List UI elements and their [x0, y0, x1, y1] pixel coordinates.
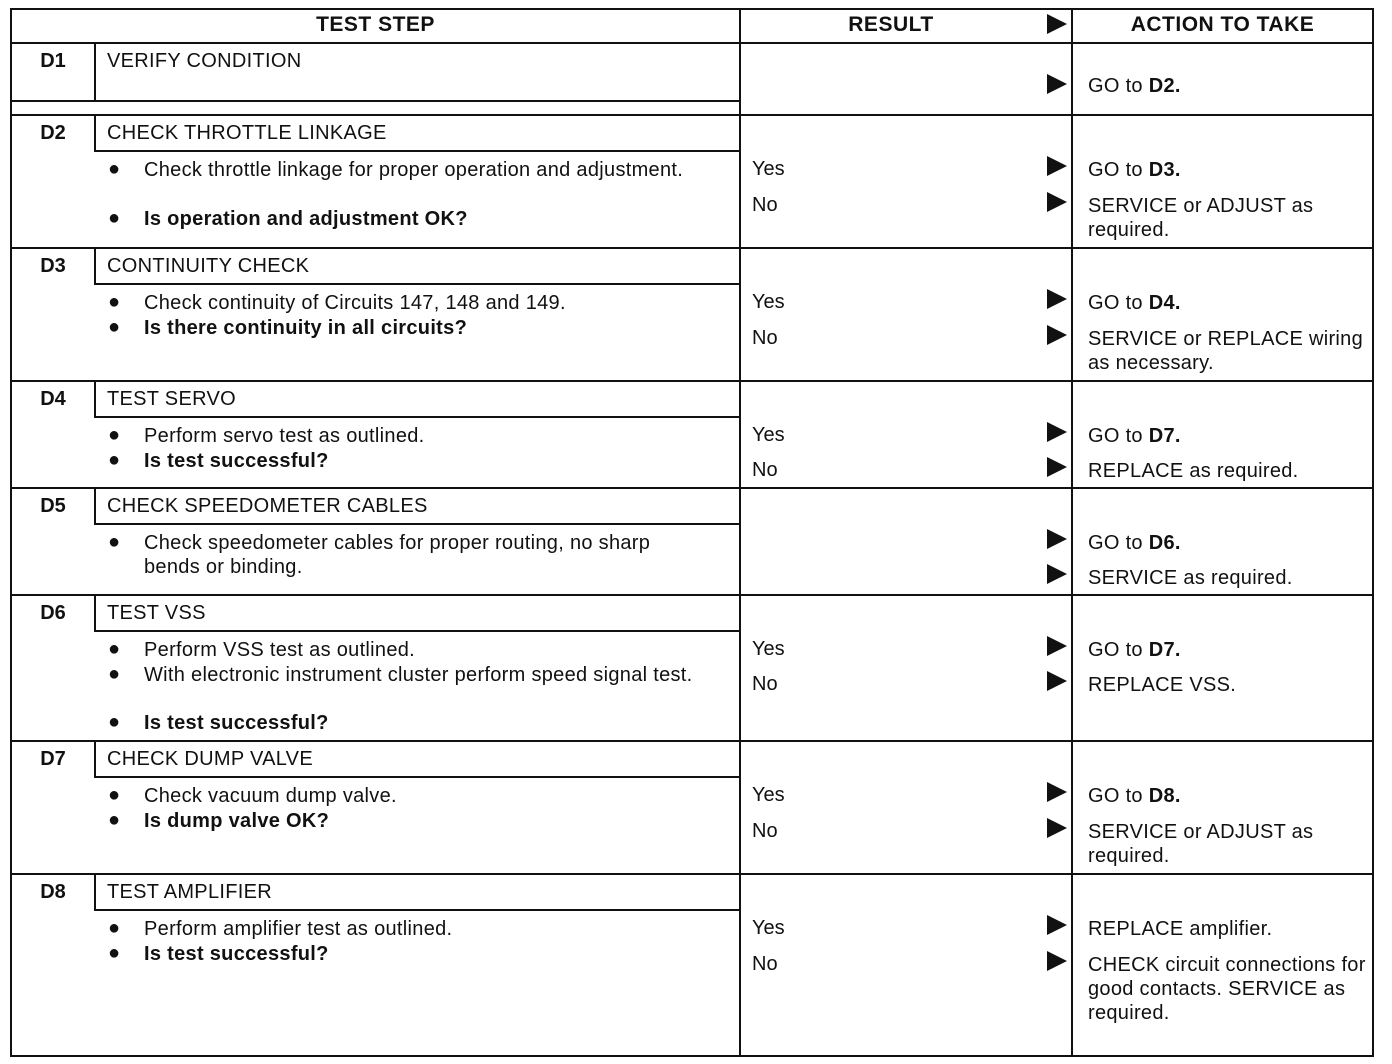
action-label: GO to: [1088, 425, 1149, 447]
action-label: GO to: [1088, 532, 1149, 554]
result-arrow-icon: [1047, 564, 1067, 584]
action-target: D6.: [1148, 532, 1181, 554]
title-underline: [10, 100, 741, 102]
action-text: SERVICE or ADJUST as required.: [1088, 195, 1314, 241]
bullet-question: Is test successful?: [144, 450, 329, 472]
step-id: D7: [40, 748, 66, 770]
step-id: D5: [40, 495, 66, 517]
result-arrow-icon: [1047, 192, 1067, 212]
result-label: Yes: [752, 291, 785, 313]
result-arrow-icon: [1047, 457, 1067, 477]
row-separator: [10, 873, 1374, 875]
stepid-divider: [94, 487, 96, 525]
action-target: D7.: [1148, 425, 1181, 447]
bullet-icon: ●: [108, 316, 121, 338]
bullet-question: Is operation and adjustment OK?: [144, 208, 468, 230]
action-text: [1088, 424, 1368, 448]
step-id: D6: [40, 602, 66, 624]
table-right-border: [1372, 8, 1374, 1057]
action-text: [1088, 531, 1368, 555]
action-text: [1088, 74, 1368, 98]
step-id: D1: [40, 50, 66, 72]
result-label: No: [752, 820, 778, 842]
header-result: RESULT: [848, 13, 934, 36]
title-underline: [94, 776, 741, 778]
row-separator: [10, 380, 1374, 382]
action-target: D7.: [1148, 639, 1181, 661]
bullet-icon: ●: [108, 784, 121, 806]
result-arrow-icon: [1047, 671, 1067, 691]
bullet-icon: ●: [108, 942, 121, 964]
result-label: Yes: [752, 638, 785, 660]
header-bottom-border: [10, 42, 1374, 44]
result-arrow-icon: [1047, 782, 1067, 802]
action-text: CHECK circuit connections for good contacts. SERVICE as required.: [1088, 954, 1366, 1024]
title-underline: [94, 909, 741, 911]
result-arrow-icon: [1047, 289, 1067, 309]
bullet-icon: ●: [108, 449, 121, 471]
result-arrow-icon: [1047, 325, 1067, 345]
result-arrow-icon: [1047, 529, 1067, 549]
result-label: No: [752, 953, 778, 975]
step-title: CHECK THROTTLE LINKAGE: [107, 122, 387, 144]
bullet-icon: ●: [108, 424, 121, 446]
action-text: SERVICE or REPLACE wiring as necessary.: [1088, 328, 1363, 374]
result-arrow-icon: [1047, 951, 1067, 971]
table-bottom-border: [10, 1055, 1374, 1057]
stepid-divider: [94, 873, 96, 911]
step-title: TEST VSS: [107, 602, 206, 624]
bullet-icon: ●: [108, 291, 121, 313]
result-arrow-icon: [1047, 818, 1067, 838]
result-label: Yes: [752, 158, 785, 180]
action-target: D3.: [1148, 159, 1181, 181]
step-title: TEST SERVO: [107, 388, 236, 410]
step-title: TEST AMPLIFIER: [107, 881, 272, 903]
bullet-icon: ●: [108, 207, 121, 229]
title-underline: [94, 150, 741, 152]
result-label: No: [752, 194, 778, 216]
bullet-icon: ●: [108, 711, 121, 733]
action-text: REPLACE amplifier.: [1088, 918, 1273, 940]
bullet-text: Perform VSS test as outlined.: [144, 639, 416, 661]
action-target: D2.: [1148, 75, 1181, 97]
bullet-icon: ●: [108, 663, 121, 685]
action-text: REPLACE as required.: [1088, 460, 1299, 482]
stepid-divider: [94, 740, 96, 778]
result-arrow-icon: [1047, 74, 1067, 94]
result-label: No: [752, 327, 778, 349]
bullet-text: Perform servo test as outlined.: [144, 425, 425, 447]
bullet-icon: ●: [108, 158, 121, 180]
step-title: CHECK SPEEDOMETER CABLES: [107, 495, 428, 517]
action-text: [1088, 158, 1368, 182]
bullet-text: Perform amplifier test as outlined.: [144, 918, 453, 940]
step-title: VERIFY CONDITION: [107, 50, 302, 72]
stepid-divider: [94, 247, 96, 285]
step-title: CHECK DUMP VALVE: [107, 748, 313, 770]
result-label: No: [752, 459, 778, 481]
action-target: D4.: [1148, 292, 1181, 314]
stepid-divider: [94, 42, 96, 102]
row-separator: [10, 247, 1374, 249]
action-target: D8.: [1148, 785, 1181, 807]
stepid-divider: [94, 594, 96, 632]
action-text: [1088, 784, 1368, 808]
step-title: CONTINUITY CHECK: [107, 255, 310, 277]
header-arrow-icon: [1047, 14, 1067, 34]
action-label: GO to: [1088, 159, 1149, 181]
action-text: [1088, 291, 1368, 315]
bullet-question: Is test successful?: [144, 712, 329, 734]
result-arrow-icon: [1047, 156, 1067, 176]
result-arrow-icon: [1047, 422, 1067, 442]
result-arrow-icon: [1047, 636, 1067, 656]
bullet-icon: ●: [108, 531, 121, 553]
title-underline: [94, 416, 741, 418]
title-underline: [94, 283, 741, 285]
bullet-icon: ●: [108, 809, 121, 831]
row-separator: [10, 740, 1374, 742]
bullet-icon: ●: [108, 638, 121, 660]
row-separator: [10, 114, 1374, 116]
bullet-question: Is there continuity in all circuits?: [144, 317, 468, 339]
row-separator: [10, 487, 1374, 489]
result-label: No: [752, 673, 778, 695]
step-id: D2: [40, 122, 66, 144]
header-action: ACTION TO TAKE: [1130, 13, 1315, 36]
step-id: D4: [40, 388, 66, 410]
title-underline: [94, 523, 741, 525]
result-label: Yes: [752, 784, 785, 806]
stepid-divider: [94, 380, 96, 418]
action-text: [1088, 638, 1368, 662]
bullet-text: Check continuity of Circuits 147, 148 and 149.: [144, 292, 566, 314]
bullet-question: Is test successful?: [144, 943, 329, 965]
row-separator: [10, 594, 1374, 596]
action-label: GO to: [1088, 639, 1149, 661]
action-text: REPLACE VSS.: [1088, 674, 1237, 696]
action-label: GO to: [1088, 785, 1149, 807]
action-text: SERVICE or ADJUST as required.: [1088, 821, 1314, 867]
stepid-divider: [94, 114, 96, 152]
action-label: GO to: [1088, 292, 1149, 314]
result-column-divider: [739, 8, 741, 1057]
bullet-text: Check speedometer cables for proper routing, no sharp bends or binding.: [144, 532, 651, 578]
title-underline: [94, 630, 741, 632]
result-label: Yes: [752, 917, 785, 939]
action-column-divider: [1071, 8, 1073, 1057]
action-label: GO to: [1088, 75, 1149, 97]
bullet-text: Check throttle linkage for proper operation and adjustment.: [144, 159, 684, 181]
step-id: D8: [40, 881, 66, 903]
bullet-question: Is dump valve OK?: [144, 810, 330, 832]
action-text: SERVICE as required.: [1088, 567, 1293, 589]
step-id: D3: [40, 255, 66, 277]
bullet-icon: ●: [108, 917, 121, 939]
header-test-step: TEST STEP: [316, 13, 435, 36]
result-arrow-icon: [1047, 915, 1067, 935]
bullet-text: With electronic instrument cluster perform speed signal test.: [144, 664, 693, 686]
result-label: Yes: [752, 424, 785, 446]
bullet-text: Check vacuum dump valve.: [144, 785, 397, 807]
